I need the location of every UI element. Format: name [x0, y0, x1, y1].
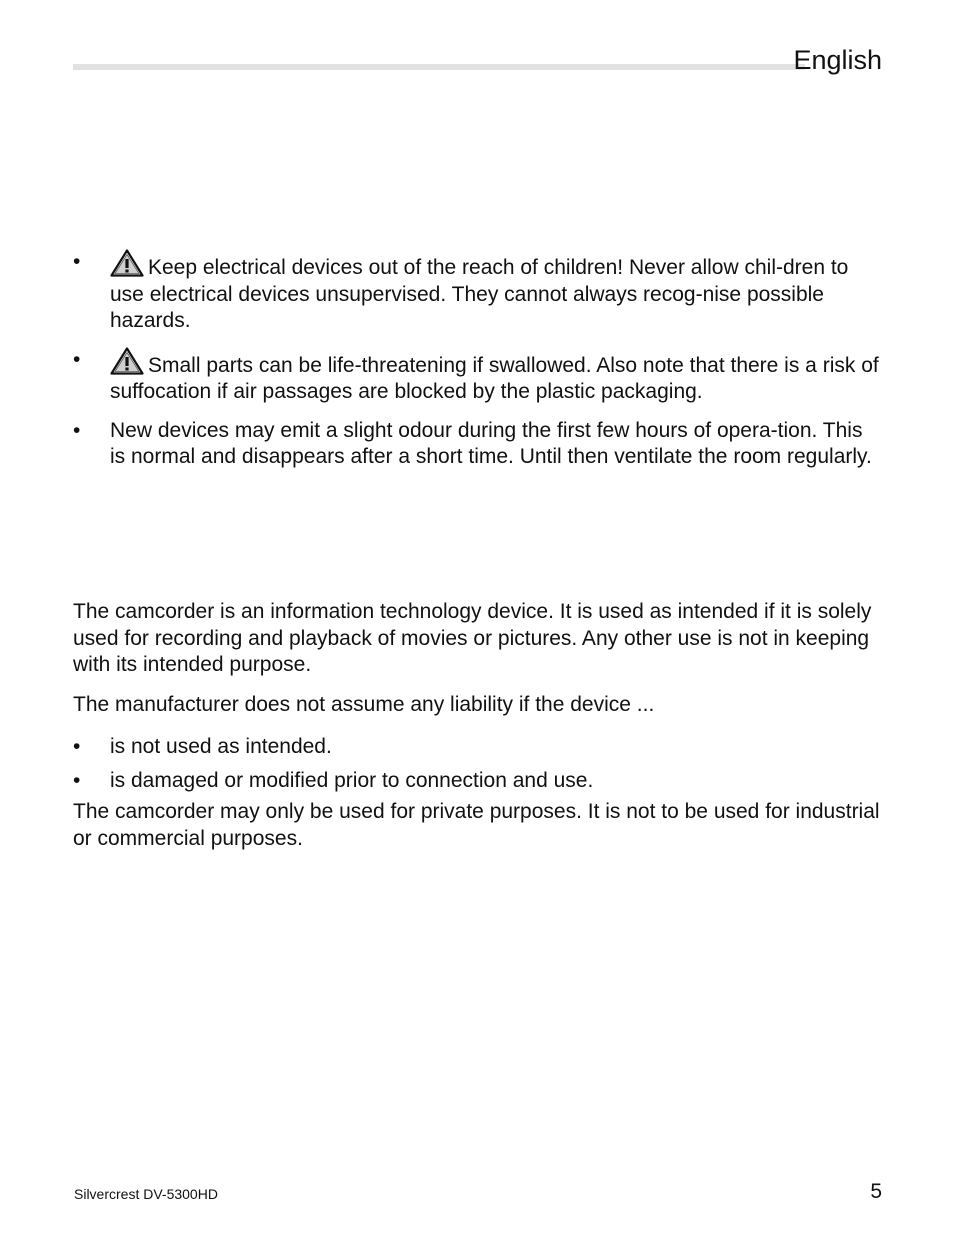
intended-use-paragraph: The camcorder is an information technology device. It is used as intended if it is solely used for recording and playback of movies or pictures. Any other use is not in keeping with its intended purpose. [73, 600, 872, 676]
bullet-icon: • [73, 768, 81, 792]
header-language: English [793, 45, 882, 75]
safety-list [73, 249, 883, 483]
liability-list [73, 734, 883, 806]
warning-triangle-icon [110, 249, 144, 277]
list-item-text: New devices may emit a slight odour during the first few hours of opera-tion. This is normal and disappears after a short time. Until then ventilate the room regularly. [110, 418, 872, 468]
liability-intro-paragraph: The manufacturer does not assume any liability if the device ... [73, 693, 655, 716]
list-item [73, 347, 883, 406]
list-item-text: is not used as intended. [110, 735, 332, 758]
list-item-text: Keep electrical devices out of the reach of children! Never allow chil-dren to use electrical devices unsupervised. They cannot always recog-nise possible hazards. [110, 256, 849, 332]
list-item [73, 418, 883, 471]
header-rule [73, 64, 805, 70]
warning-triangle-icon [110, 347, 144, 375]
bullet-icon: • [73, 250, 81, 273]
list-item-text: is damaged or modified prior to connection and use. [110, 768, 594, 792]
bullet-icon: • [73, 418, 81, 442]
bullet-icon: • [73, 347, 81, 371]
private-use-paragraph: The camcorder may only be used for private purposes. It is not to be used for industrial or commercial purposes. [73, 800, 880, 850]
page-number: 5 [870, 1180, 882, 1203]
footer-model-name: Silvercrest DV-5300HD [74, 1186, 218, 1202]
bullet-icon: • [73, 735, 81, 758]
list-item [73, 734, 883, 761]
list-item [73, 768, 883, 795]
list-item [73, 249, 883, 335]
list-item-text: Small parts can be life-threatening if swallowed. Also note that there is a risk of suffocation if air passages are blocked by the plastic packaging. [110, 353, 879, 403]
